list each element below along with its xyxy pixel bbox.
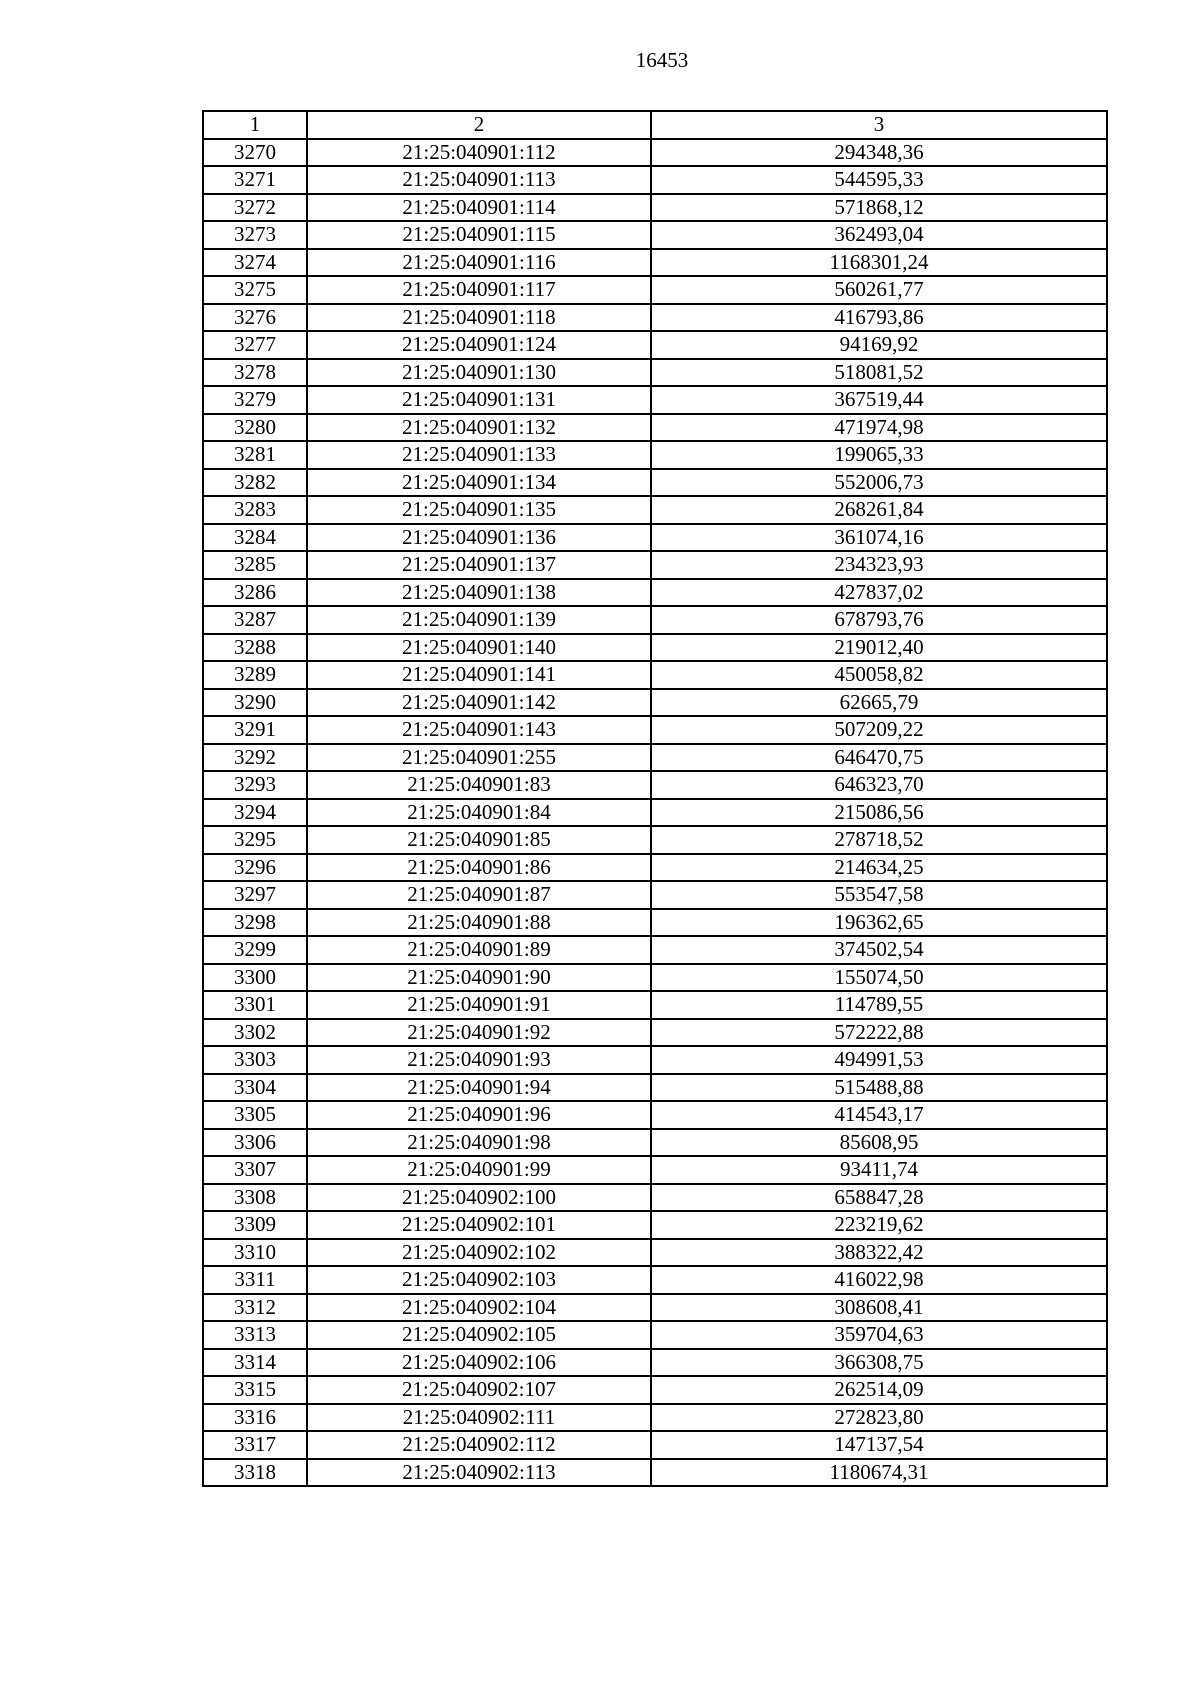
value-cell: 414543,17 xyxy=(651,1101,1107,1129)
table-row xyxy=(203,606,1107,634)
table-row xyxy=(203,661,1107,689)
table-row xyxy=(203,1101,1107,1129)
value-cell: 658847,28 xyxy=(651,1184,1107,1212)
cadastral-number-cell: 21:25:040901:137 xyxy=(307,551,651,579)
row-number-cell: 3271 xyxy=(203,166,307,194)
row-number-cell: 3281 xyxy=(203,441,307,469)
table-row xyxy=(203,909,1107,937)
cadastral-number-cell: 21:25:040901:92 xyxy=(307,1019,651,1047)
value-cell: 374502,54 xyxy=(651,936,1107,964)
cadastral-number-cell: 21:25:040901:133 xyxy=(307,441,651,469)
row-number-cell: 3277 xyxy=(203,331,307,359)
value-cell: 507209,22 xyxy=(651,716,1107,744)
value-cell: 367519,44 xyxy=(651,386,1107,414)
cadastral-number-cell: 21:25:040902:102 xyxy=(307,1239,651,1267)
header-row xyxy=(203,111,1107,139)
cadastral-number-cell: 21:25:040901:135 xyxy=(307,496,651,524)
value-cell: 515488,88 xyxy=(651,1074,1107,1102)
cadastral-number-cell: 21:25:040901:88 xyxy=(307,909,651,937)
cadastral-number-cell: 21:25:040901:84 xyxy=(307,799,651,827)
row-number-cell: 3278 xyxy=(203,359,307,387)
cadastral-number-cell: 21:25:040901:141 xyxy=(307,661,651,689)
value-cell: 94169,92 xyxy=(651,331,1107,359)
row-number-cell: 3310 xyxy=(203,1239,307,1267)
table-row xyxy=(203,964,1107,992)
column-header-1: 1 xyxy=(203,111,307,139)
row-number-cell: 3275 xyxy=(203,276,307,304)
value-cell: 544595,33 xyxy=(651,166,1107,194)
table-row xyxy=(203,1294,1107,1322)
cadastral-number-cell: 21:25:040901:130 xyxy=(307,359,651,387)
row-number-cell: 3282 xyxy=(203,469,307,497)
row-number-cell: 3302 xyxy=(203,1019,307,1047)
cadastral-number-cell: 21:25:040901:117 xyxy=(307,276,651,304)
table-row xyxy=(203,249,1107,277)
value-cell: 362493,04 xyxy=(651,221,1107,249)
table-row xyxy=(203,166,1107,194)
row-number-cell: 3300 xyxy=(203,964,307,992)
table-row xyxy=(203,1349,1107,1377)
value-cell: 366308,75 xyxy=(651,1349,1107,1377)
cadastral-number-cell: 21:25:040901:86 xyxy=(307,854,651,882)
cadastral-number-cell: 21:25:040902:106 xyxy=(307,1349,651,1377)
value-cell: 219012,40 xyxy=(651,634,1107,662)
row-number-cell: 3309 xyxy=(203,1211,307,1239)
value-cell: 85608,95 xyxy=(651,1129,1107,1157)
row-number-cell: 3298 xyxy=(203,909,307,937)
cadastral-number-cell: 21:25:040901:255 xyxy=(307,744,651,772)
row-number-cell: 3311 xyxy=(203,1266,307,1294)
value-cell: 234323,93 xyxy=(651,551,1107,579)
table-row xyxy=(203,1321,1107,1349)
cadastral-number-cell: 21:25:040902:107 xyxy=(307,1376,651,1404)
table-row xyxy=(203,826,1107,854)
row-number-cell: 3318 xyxy=(203,1459,307,1487)
value-cell: 571868,12 xyxy=(651,194,1107,222)
row-number-cell: 3279 xyxy=(203,386,307,414)
table-row xyxy=(203,551,1107,579)
value-cell: 560261,77 xyxy=(651,276,1107,304)
cadastral-number-cell: 21:25:040902:105 xyxy=(307,1321,651,1349)
table-row xyxy=(203,304,1107,332)
cadastral-number-cell: 21:25:040901:143 xyxy=(307,716,651,744)
value-cell: 214634,25 xyxy=(651,854,1107,882)
table-row xyxy=(203,441,1107,469)
table-row xyxy=(203,1239,1107,1267)
value-cell: 572222,88 xyxy=(651,1019,1107,1047)
value-cell: 646470,75 xyxy=(651,744,1107,772)
value-cell: 155074,50 xyxy=(651,964,1107,992)
value-cell: 494991,53 xyxy=(651,1046,1107,1074)
value-cell: 646323,70 xyxy=(651,771,1107,799)
cadastral-number-cell: 21:25:040901:136 xyxy=(307,524,651,552)
cadastral-number-cell: 21:25:040902:101 xyxy=(307,1211,651,1239)
value-cell: 114789,55 xyxy=(651,991,1107,1019)
value-cell: 361074,16 xyxy=(651,524,1107,552)
table-row xyxy=(203,936,1107,964)
value-cell: 278718,52 xyxy=(651,826,1107,854)
table-row xyxy=(203,1019,1107,1047)
value-cell: 294348,36 xyxy=(651,139,1107,167)
row-number-cell: 3290 xyxy=(203,689,307,717)
value-cell: 93411,74 xyxy=(651,1156,1107,1184)
table-row xyxy=(203,386,1107,414)
value-cell: 388322,42 xyxy=(651,1239,1107,1267)
row-number-cell: 3289 xyxy=(203,661,307,689)
row-number-cell: 3317 xyxy=(203,1431,307,1459)
row-number-cell: 3307 xyxy=(203,1156,307,1184)
row-number-cell: 3313 xyxy=(203,1321,307,1349)
cadastral-number-cell: 21:25:040901:138 xyxy=(307,579,651,607)
table-row xyxy=(203,359,1107,387)
table-row xyxy=(203,799,1107,827)
value-cell: 268261,84 xyxy=(651,496,1107,524)
cadastral-number-cell: 21:25:040902:100 xyxy=(307,1184,651,1212)
row-number-cell: 3272 xyxy=(203,194,307,222)
table-row xyxy=(203,221,1107,249)
table-row xyxy=(203,1211,1107,1239)
cadastral-number-cell: 21:25:040901:116 xyxy=(307,249,651,277)
cadastral-number-cell: 21:25:040901:118 xyxy=(307,304,651,332)
row-number-cell: 3295 xyxy=(203,826,307,854)
table-row xyxy=(203,1431,1107,1459)
row-number-cell: 3274 xyxy=(203,249,307,277)
row-number-cell: 3308 xyxy=(203,1184,307,1212)
row-number-cell: 3299 xyxy=(203,936,307,964)
table-row xyxy=(203,469,1107,497)
value-cell: 678793,76 xyxy=(651,606,1107,634)
table-row xyxy=(203,194,1107,222)
cadastral-number-cell: 21:25:040901:99 xyxy=(307,1156,651,1184)
row-number-cell: 3301 xyxy=(203,991,307,1019)
table-row xyxy=(203,1046,1107,1074)
value-cell: 553547,58 xyxy=(651,881,1107,909)
table-row xyxy=(203,1156,1107,1184)
cadastral-number-cell: 21:25:040901:94 xyxy=(307,1074,651,1102)
value-cell: 552006,73 xyxy=(651,469,1107,497)
table-row xyxy=(203,139,1107,167)
cadastral-number-cell: 21:25:040901:114 xyxy=(307,194,651,222)
table-header xyxy=(203,111,1107,139)
table-row xyxy=(203,1459,1107,1487)
cadastral-number-cell: 21:25:040901:115 xyxy=(307,221,651,249)
table-row xyxy=(203,524,1107,552)
table-row xyxy=(203,771,1107,799)
table-body xyxy=(203,139,1107,1487)
value-cell: 262514,09 xyxy=(651,1376,1107,1404)
table-row xyxy=(203,331,1107,359)
table-row xyxy=(203,276,1107,304)
value-cell: 223219,62 xyxy=(651,1211,1107,1239)
table-row xyxy=(203,634,1107,662)
cadastral-number-cell: 21:25:040902:104 xyxy=(307,1294,651,1322)
column-header-2: 2 xyxy=(307,111,651,139)
cadastral-number-cell: 21:25:040902:112 xyxy=(307,1431,651,1459)
row-number-cell: 3291 xyxy=(203,716,307,744)
table-row xyxy=(203,1184,1107,1212)
cadastral-number-cell: 21:25:040901:85 xyxy=(307,826,651,854)
row-number-cell: 3297 xyxy=(203,881,307,909)
row-number-cell: 3280 xyxy=(203,414,307,442)
value-cell: 416793,86 xyxy=(651,304,1107,332)
table-row xyxy=(203,1376,1107,1404)
row-number-cell: 3293 xyxy=(203,771,307,799)
column-header-3: 3 xyxy=(651,111,1107,139)
row-number-cell: 3283 xyxy=(203,496,307,524)
table-row xyxy=(203,414,1107,442)
cadastral-number-cell: 21:25:040901:83 xyxy=(307,771,651,799)
row-number-cell: 3285 xyxy=(203,551,307,579)
row-number-cell: 3306 xyxy=(203,1129,307,1157)
cadastral-number-cell: 21:25:040902:103 xyxy=(307,1266,651,1294)
row-number-cell: 3288 xyxy=(203,634,307,662)
value-cell: 1168301,24 xyxy=(651,249,1107,277)
row-number-cell: 3314 xyxy=(203,1349,307,1377)
table-row xyxy=(203,716,1107,744)
cadastral-number-cell: 21:25:040901:90 xyxy=(307,964,651,992)
value-cell: 215086,56 xyxy=(651,799,1107,827)
row-number-cell: 3276 xyxy=(203,304,307,332)
value-cell: 308608,41 xyxy=(651,1294,1107,1322)
table-row xyxy=(203,1404,1107,1432)
value-cell: 272823,80 xyxy=(651,1404,1107,1432)
cadastral-number-cell: 21:25:040902:111 xyxy=(307,1404,651,1432)
value-cell: 359704,63 xyxy=(651,1321,1107,1349)
value-cell: 518081,52 xyxy=(651,359,1107,387)
value-cell: 450058,82 xyxy=(651,661,1107,689)
cadastral-number-cell: 21:25:040901:112 xyxy=(307,139,651,167)
table-row xyxy=(203,991,1107,1019)
row-number-cell: 3315 xyxy=(203,1376,307,1404)
value-cell: 196362,65 xyxy=(651,909,1107,937)
cadastral-number-cell: 21:25:040901:89 xyxy=(307,936,651,964)
row-number-cell: 3305 xyxy=(203,1101,307,1129)
value-cell: 1180674,31 xyxy=(651,1459,1107,1487)
cadastral-number-cell: 21:25:040901:91 xyxy=(307,991,651,1019)
cadastral-number-cell: 21:25:040901:87 xyxy=(307,881,651,909)
table-row xyxy=(203,689,1107,717)
row-number-cell: 3284 xyxy=(203,524,307,552)
cadastral-number-cell: 21:25:040901:134 xyxy=(307,469,651,497)
row-number-cell: 3316 xyxy=(203,1404,307,1432)
cadastral-number-cell: 21:25:040901:142 xyxy=(307,689,651,717)
data-table xyxy=(202,110,1108,1487)
table-row xyxy=(203,854,1107,882)
cadastral-number-cell: 21:25:040901:96 xyxy=(307,1101,651,1129)
cadastral-number-cell: 21:25:040901:132 xyxy=(307,414,651,442)
row-number-cell: 3292 xyxy=(203,744,307,772)
value-cell: 427837,02 xyxy=(651,579,1107,607)
table-row xyxy=(203,1074,1107,1102)
row-number-cell: 3294 xyxy=(203,799,307,827)
value-cell: 62665,79 xyxy=(651,689,1107,717)
cadastral-number-cell: 21:25:040901:124 xyxy=(307,331,651,359)
cadastral-number-cell: 21:25:040901:98 xyxy=(307,1129,651,1157)
row-number-cell: 3273 xyxy=(203,221,307,249)
cadastral-number-cell: 21:25:040901:140 xyxy=(307,634,651,662)
cadastral-number-cell: 21:25:040901:131 xyxy=(307,386,651,414)
table-row xyxy=(203,496,1107,524)
row-number-cell: 3296 xyxy=(203,854,307,882)
table-row xyxy=(203,1129,1107,1157)
row-number-cell: 3287 xyxy=(203,606,307,634)
cadastral-number-cell: 21:25:040901:113 xyxy=(307,166,651,194)
cadastral-number-cell: 21:25:040901:139 xyxy=(307,606,651,634)
table-row xyxy=(203,744,1107,772)
table-row xyxy=(203,881,1107,909)
table-row xyxy=(203,579,1107,607)
row-number-cell: 3270 xyxy=(203,139,307,167)
row-number-cell: 3304 xyxy=(203,1074,307,1102)
row-number-cell: 3312 xyxy=(203,1294,307,1322)
value-cell: 416022,98 xyxy=(651,1266,1107,1294)
page-number: 16453 xyxy=(635,48,689,72)
cadastral-number-cell: 21:25:040901:93 xyxy=(307,1046,651,1074)
value-cell: 147137,54 xyxy=(651,1431,1107,1459)
row-number-cell: 3303 xyxy=(203,1046,307,1074)
value-cell: 199065,33 xyxy=(651,441,1107,469)
cadastral-number-cell: 21:25:040902:113 xyxy=(307,1459,651,1487)
row-number-cell: 3286 xyxy=(203,579,307,607)
value-cell: 471974,98 xyxy=(651,414,1107,442)
table-row xyxy=(203,1266,1107,1294)
